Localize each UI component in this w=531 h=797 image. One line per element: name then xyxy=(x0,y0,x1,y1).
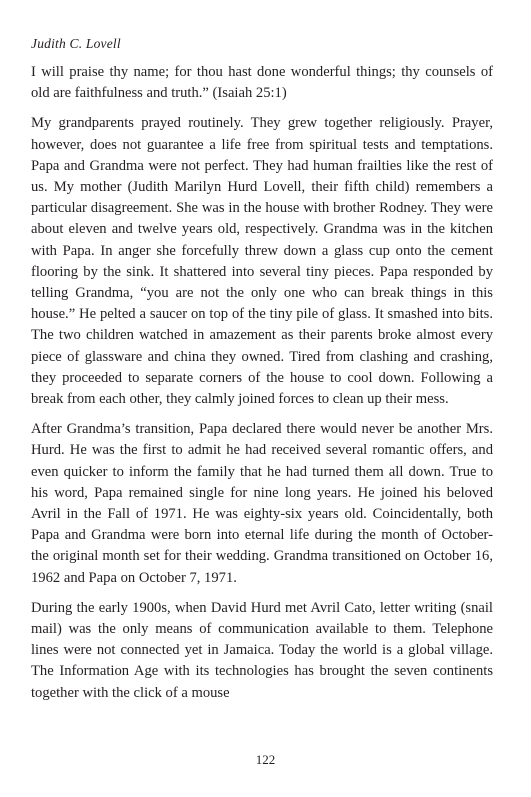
paragraph-letter-writing: During the early 1900s, when David Hurd met Avril Cato, letter writing (snail mail) was the only means of communication available to them. Telephone lines were not connected yet in Jamaica. Today the world is a global village. The Information Age with its technologies has brought the seven continents together with the click of a mouse xyxy=(31,599,493,701)
paragraph-scripture-quote: I will praise thy name; for thou hast done wonderful things; thy counsels of old are faithfulness and truth.” (Isaiah 25:1) xyxy=(31,64,493,102)
running-head-author: Judith C. Lovell xyxy=(31,36,121,51)
paragraph-grandparents-disagreement: My grandparents prayed routinely. They grew together religiously. Prayer, however, does not guarantee a life free from spiritual tests and temptations. Papa and Grandma were not perfect. They had human frailties like the rest of us. My mother (Judith Marilyn Hurd Lovell, their fifth child) remembers a particular disagreement. She was in the house with brother Rodney. They were about eleven and twelve years old, respectively. Grandma was in the kitchen with Papa. In anger she forcefully threw down a glass cup onto the cement flooring by the sink. It shattered into several tiny pieces. Papa responded by telling Grandma, “you are not the only one who can break things in this house.” He pelted a saucer on top of the tiny pile of glass. It smashed into bits. The two children watched in amazement as their parents broke almost every piece of glassware and china they owned. Tired from clashing and crashing, they proceeded to separate corners of the house to cool down. Following a break from each other, they calmly joined forces to clean up their mess. xyxy=(31,115,493,408)
paragraph-papa-single: After Grandma’s transition, Papa declared there would never be another Mrs. Hurd. He was the first to admit he had received several romantic offers, and even quicker to inform the family that he had turned them all down. True to his word, Papa remained single for nine long years. He joined his beloved Avril in the Fall of 1971. He was eighty-six years old. Coincidentally, both Papa and Grandma were born into eternal life during the month of October- the original month set for their wedding. Grandma transitioned on October 16, 1962 and Papa on October 7, 1971. xyxy=(31,421,493,586)
body-text xyxy=(31,62,493,713)
page-number: 122 xyxy=(255,752,276,767)
